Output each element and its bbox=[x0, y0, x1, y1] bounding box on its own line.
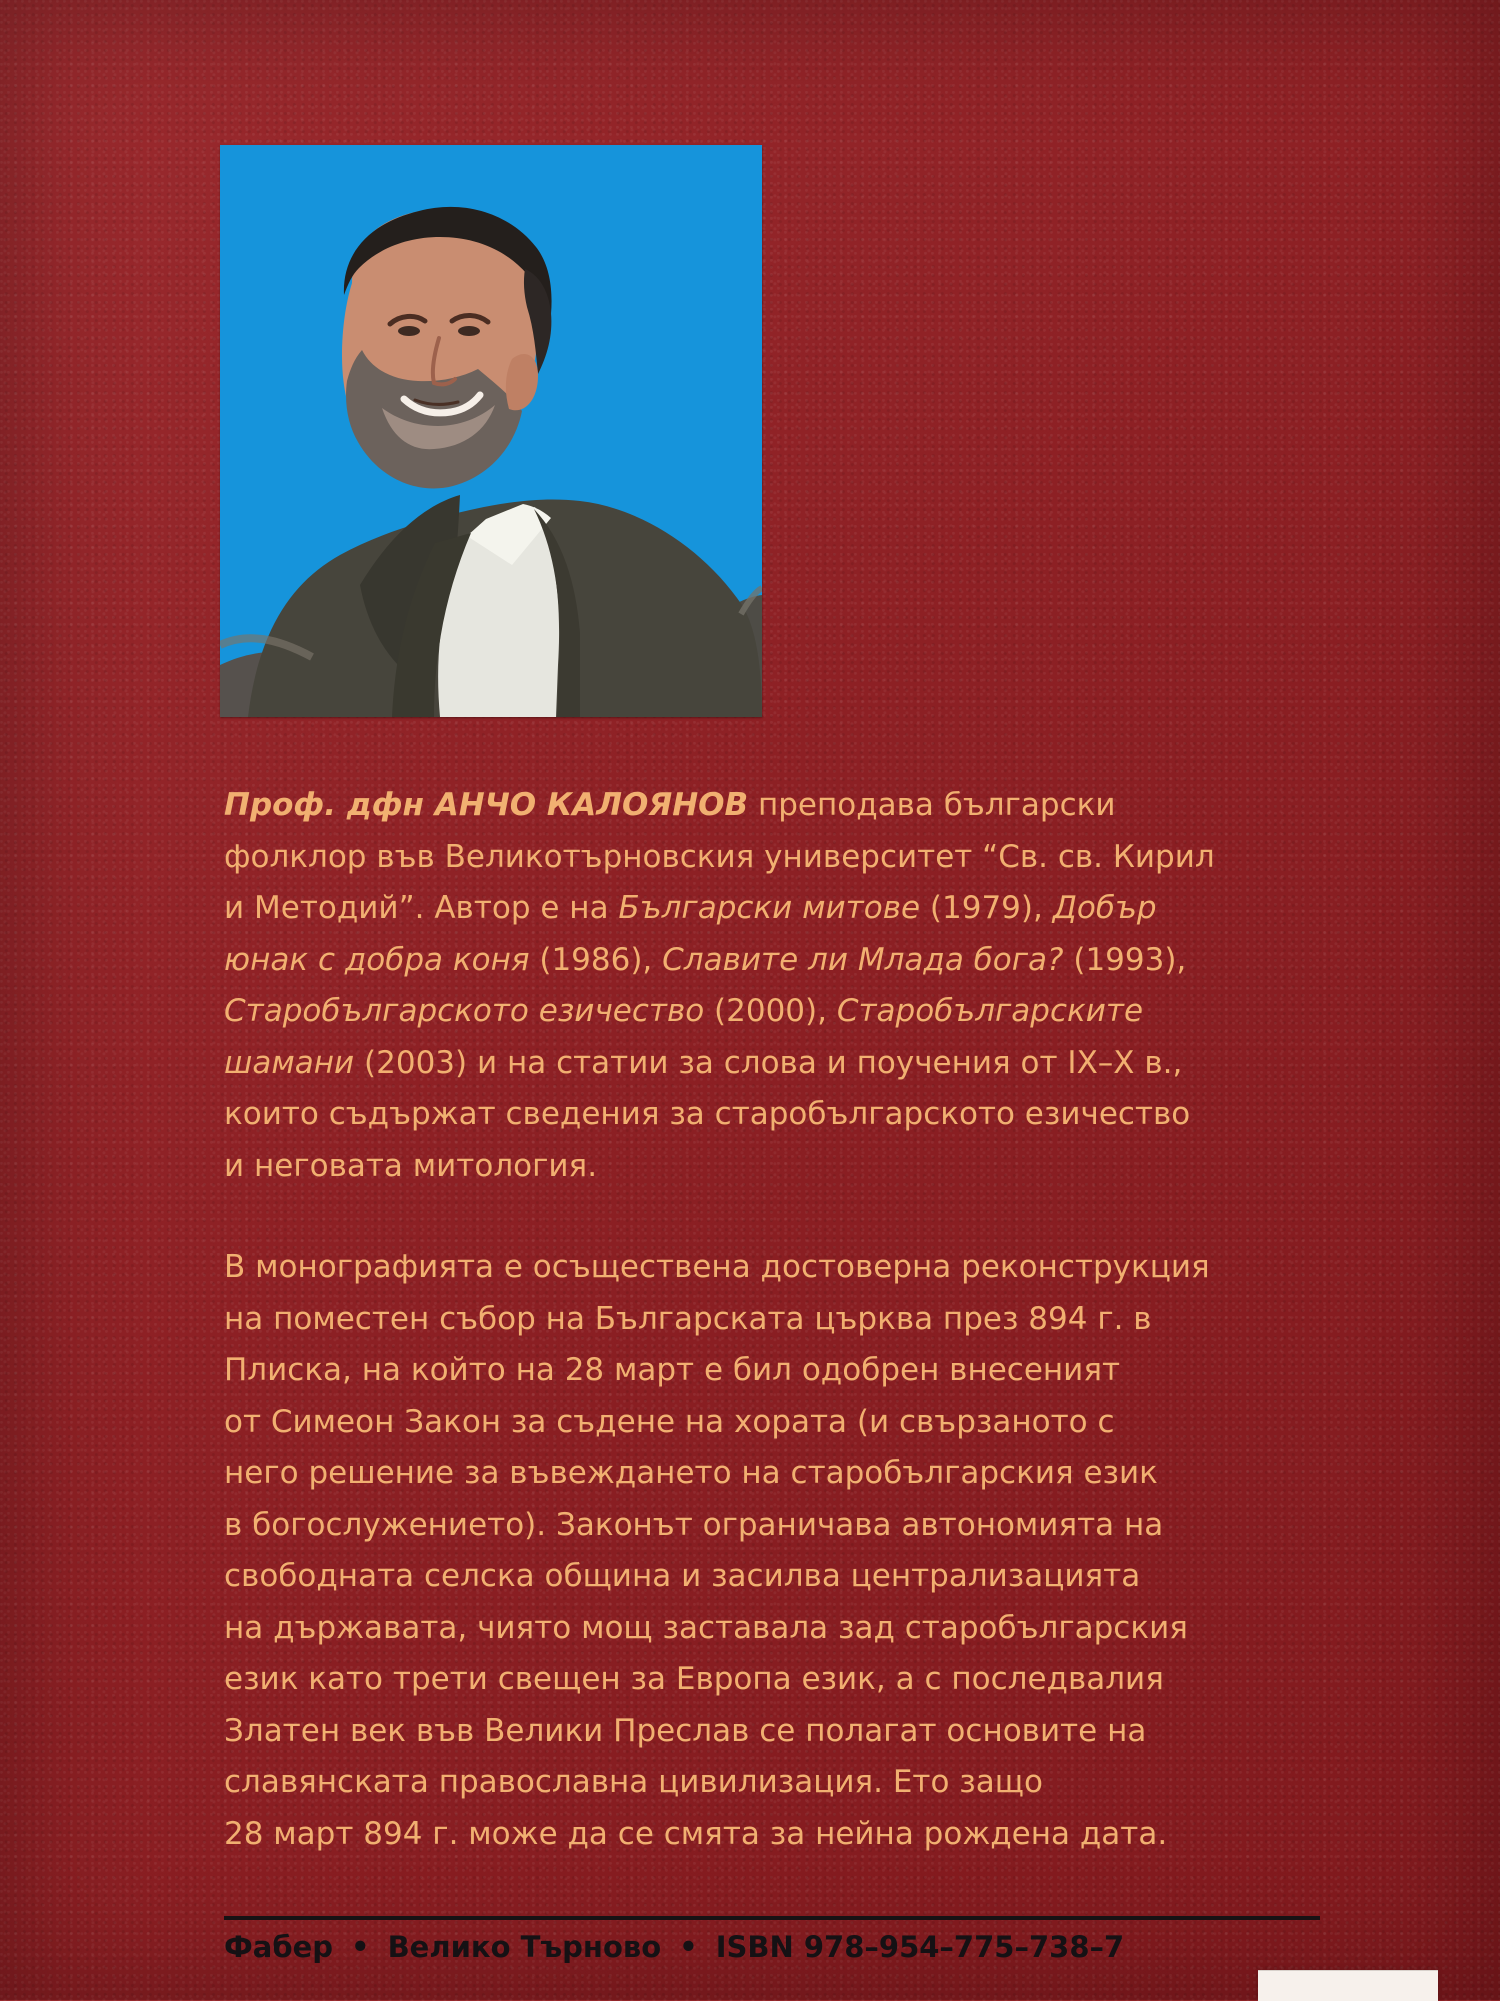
publisher-name: Фабер bbox=[224, 1930, 334, 1964]
bio-line-7: които съдържат сведения за старобългарското езичество bbox=[224, 1096, 1191, 1132]
isbn-number: ISBN 978–954–775–738–7 bbox=[715, 1930, 1125, 1964]
bio-line-3 bbox=[224, 883, 1324, 935]
description-line: славянската православна цивилизация. Ето защо bbox=[224, 1764, 1043, 1800]
book-title-3: Славите ли Млада бога? bbox=[662, 941, 1064, 978]
bio-line-6-rest: (2003) и на статии за слова и поучения от IX–X в., bbox=[354, 1044, 1183, 1081]
description-line: него решение за въвеждането на старобългарския език bbox=[224, 1455, 1158, 1491]
description-line: Плиска, на който на 28 март е бил одобрен внесеният bbox=[224, 1352, 1121, 1388]
bio-line-3-prefix: и Методий”. Автор е на bbox=[224, 890, 619, 926]
description-line: от Симеон Закон за съдене на хората (и свързаното с bbox=[224, 1403, 1115, 1440]
author-bio-paragraph bbox=[224, 780, 1324, 1192]
book-year-1: (1979), bbox=[920, 890, 1053, 926]
book-year-3: (1993), bbox=[1063, 941, 1187, 978]
book-title-1: Български митове bbox=[618, 890, 921, 926]
bio-line-1-rest: преподава български bbox=[748, 787, 1116, 823]
description-line: 28 март 894 г. може да се смята за нейна рождена дата. bbox=[224, 1815, 1168, 1852]
book-title-5-part-2: шамани bbox=[224, 1044, 355, 1081]
price-sticker bbox=[1258, 1970, 1438, 2001]
bio-line-8: и неговата митология. bbox=[224, 1147, 598, 1184]
book-title-5-part-1: Старобългарските bbox=[836, 993, 1144, 1029]
book-year-4: (2000), bbox=[704, 993, 837, 1029]
description-line: на поместен събор на Българската църква през 894 г. в bbox=[224, 1300, 1152, 1337]
book-title-2-part-2: юнак с добра коня bbox=[224, 941, 530, 978]
bio-line-2: фолклор във Великотърновския университет “Св. св. Кирил bbox=[224, 838, 1215, 875]
bio-line-6 bbox=[224, 1038, 1324, 1090]
book-description-paragraph bbox=[224, 1242, 1324, 1860]
author-photo bbox=[220, 145, 762, 717]
footer-divider bbox=[224, 1916, 1320, 1920]
separator-dot: • bbox=[351, 1930, 370, 1964]
bio-line-4 bbox=[224, 935, 1324, 987]
back-cover-text bbox=[224, 780, 1324, 1860]
book-title-2-part-1: Добър bbox=[1052, 890, 1157, 926]
publisher-city: Велико Търново bbox=[387, 1930, 662, 1964]
description-line: Златен век във Велики Преслав се полагат основите на bbox=[224, 1712, 1147, 1749]
description-line: език като трети свещен за Европа език, а с последвалия bbox=[224, 1661, 1164, 1697]
author-name: Проф. дфн АНЧО КАЛОЯНОВ bbox=[224, 787, 749, 823]
publisher-footer bbox=[224, 1929, 1124, 1965]
description-line: в богослужението). Законът ограничава автономията на bbox=[224, 1506, 1164, 1543]
book-title-4: Старобългарското езичество bbox=[224, 993, 705, 1029]
description-line: В монографията е осъществена достоверна реконструкция bbox=[224, 1249, 1210, 1285]
description-line: на държавата, чиято мощ заставала зад старобългарския bbox=[224, 1609, 1188, 1646]
description-line: свободната селска община и засилва централизацията bbox=[224, 1558, 1141, 1594]
book-year-2: (1986), bbox=[529, 941, 663, 978]
bio-line-1 bbox=[224, 780, 1324, 832]
author-portrait-illustration bbox=[220, 145, 762, 717]
separator-dot: • bbox=[679, 1930, 698, 1964]
bio-line-5 bbox=[224, 986, 1324, 1038]
